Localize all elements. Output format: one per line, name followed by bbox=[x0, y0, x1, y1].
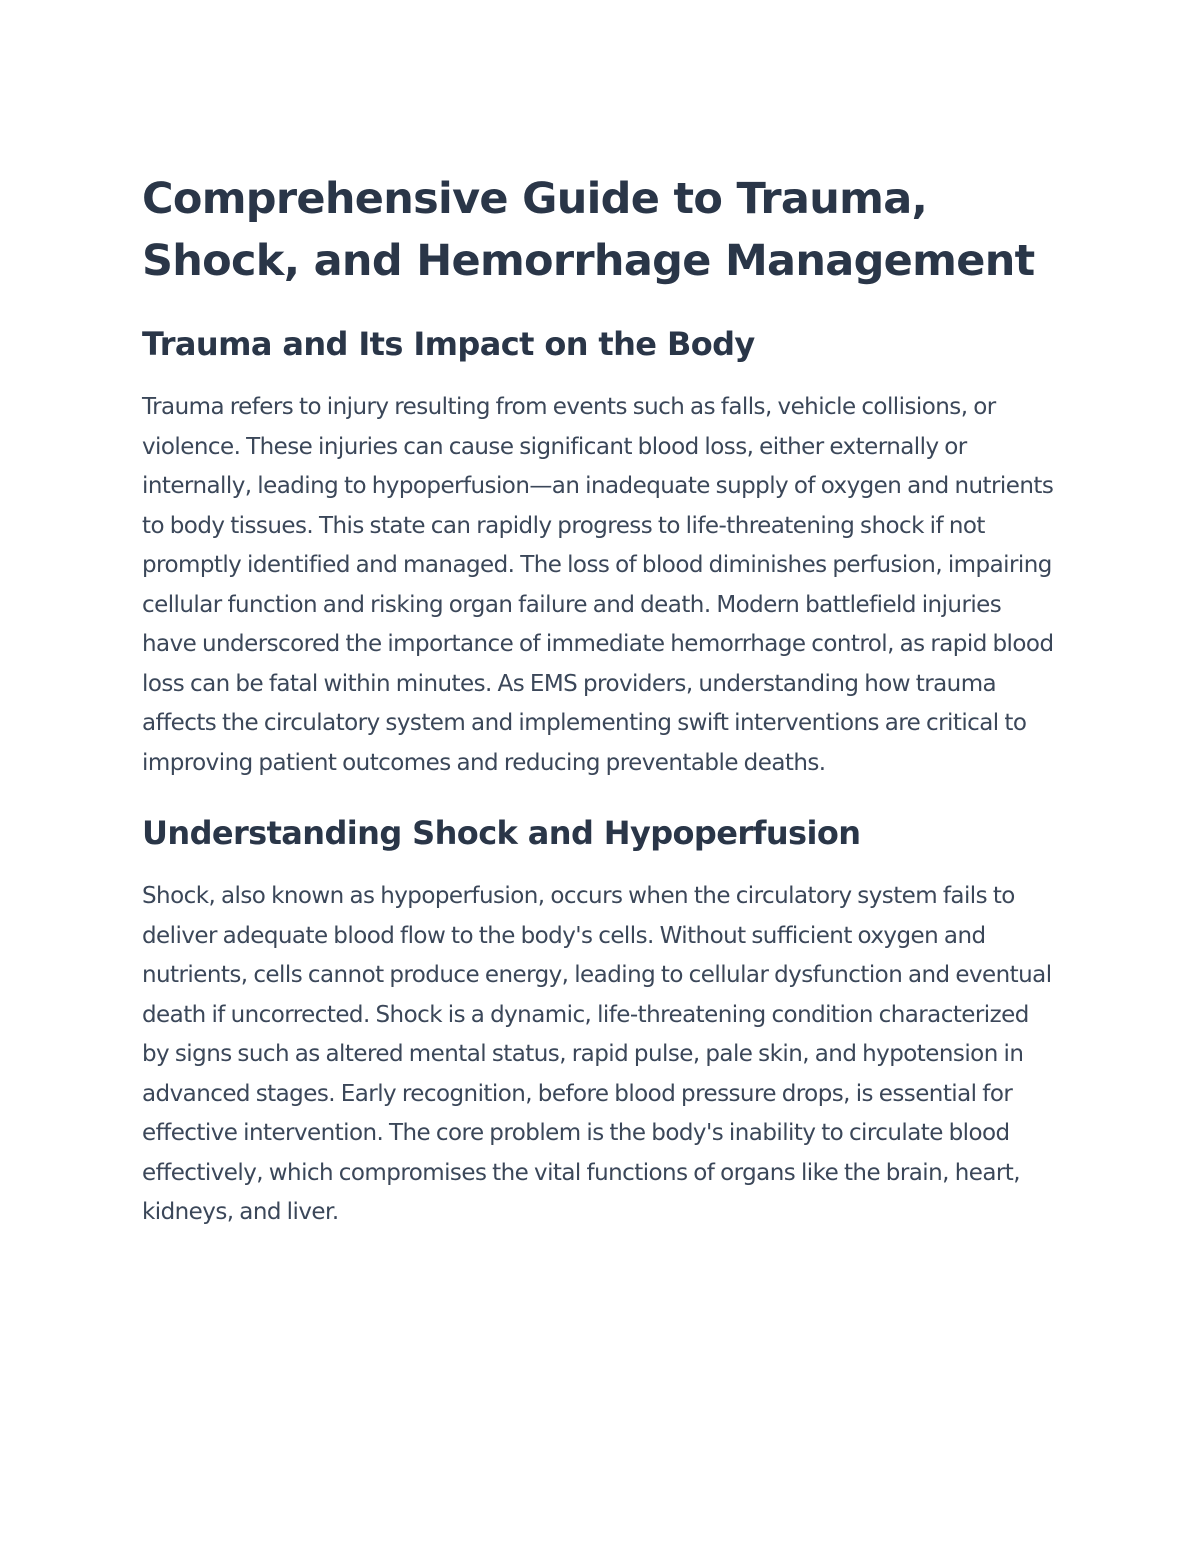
section-heading-shock: Understanding Shock and Hypoperfusion bbox=[142, 814, 861, 852]
section-body-shock: Shock, also known as hypoperfusion, occurs when the circulatory system fails to deliver adequate blood flow to the body's cells. Without sufficient oxygen and nutrients, cells cannot produce energy, leading to cellular dysfunction and eventual death if uncorrected. Shock is a dynamic, life-threatening condition characterized by signs such as altered mental status, rapid pulse, pale skin, and hypotension in advanced stages. Early recognition, before blood pressure drops, is essential for effective intervention. The core problem is the body's inability to circulate blood effectively, which compromises the vital functions of organs like the brain, heart, kidneys, and liver. bbox=[142, 883, 1052, 1225]
document-page bbox=[142, 168, 1057, 1233]
section-trauma bbox=[142, 322, 1057, 783]
section-shock bbox=[142, 811, 1057, 1233]
section-body-trauma: Trauma refers to injury resulting from events such as falls, vehicle collisions, or violence. These injuries can cause significant blood loss, either externally or internally, leading to hypoperfusion—an inadequate supply of oxygen and nutrients to body tissues. This state can rapidly progress to life-threatening shock if not promptly identified and managed. The loss of blood diminishes perfusion, impairing cellular function and risking organ failure and death. Modern battlefield injuries have underscored the importance of immediate hemorrhage control, as rapid blood loss can be fatal within minutes. As EMS providers, understanding how trauma affects the circulatory system and implementing swift interventions are critical to improving patient outcomes and reducing preventable deaths. bbox=[142, 394, 1054, 776]
section-heading-trauma: Trauma and Its Impact on the Body bbox=[142, 325, 755, 363]
page-title: Comprehensive Guide to Trauma, Shock, and Hemorrhage Management bbox=[142, 174, 1035, 286]
